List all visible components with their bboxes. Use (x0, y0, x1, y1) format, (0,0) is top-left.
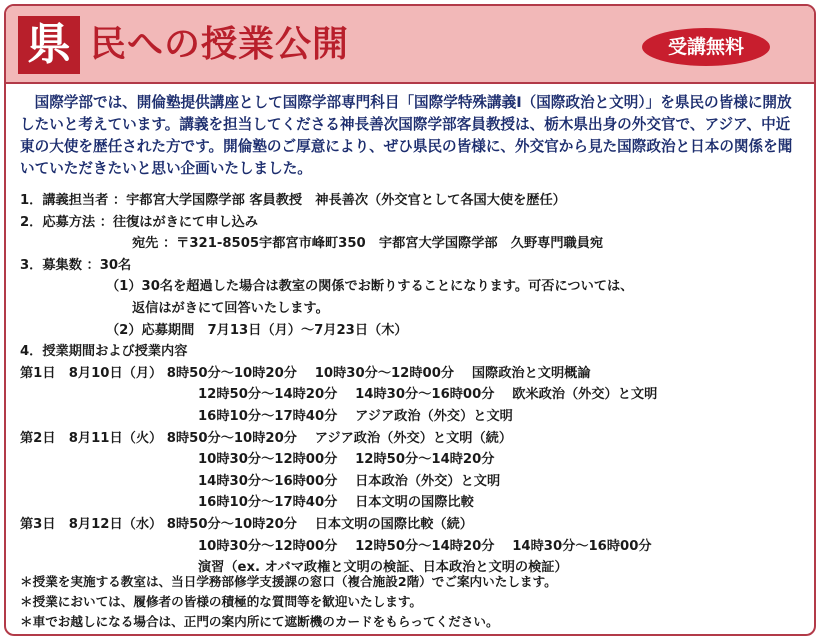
note-item: ＊車でお越しになる場合は、正門の案内所にて遮断機のカードをもらってください。 (20, 614, 499, 629)
lecturer-line: 1．講義担当者 ：宇都宮大学国際学部 客員教授 神長善次（外交官として各国大使を歴任） (20, 193, 566, 208)
capacity-line: 3．募集数 ：30名 (20, 257, 132, 273)
header-banner (6, 6, 814, 84)
schedule-day3-line1: 第3日 8月12日（水） 8時50分～10時20分 日本文明の国際比較（続） (20, 516, 473, 532)
capacity-note-2: （2）応募期間 7月13日（月）～7月23日（木） (106, 322, 408, 338)
schedule-day2-line1: 第2日 8月11日（火） 8時50分～10時20分 アジア政治（外交）と文明（続） (20, 430, 513, 446)
note-item: ＊授業においては、履修者の皆様の積極的な質問等を歓迎いたします。 (20, 594, 422, 609)
capacity-note-1: （1）30名を超過した場合は教室の関係でお断りすることになります。可否については、 (106, 279, 634, 295)
schedule-day1-line3: 16時10分～17時40分 アジア政治（外交）と文明 (198, 408, 513, 424)
details-section (20, 190, 810, 579)
page-title: 民への授業公開 (90, 24, 350, 65)
schedule-day1-line1: 第1日 8月10日（月） 8時50分～10時20分 10時30分～12時00分 国際政治と文明概論 (20, 365, 591, 381)
intro-text: 国際学部では、開倫塾提供講座として国際学部専門科目「国際学特殊講義Ⅰ（国際政治と文明）」を県民の皆様に開放したいと考えています。講義を担当してくださる神長善次国際学部客員教授は、栃木県出身の外交官で、アジア、中近東の大使を歴任された方です。開倫塾のご厚意により、ぜひ県民の皆様に、外交官から見た国際政治と日本の関係を聞いていただきたいと思い企画いたしました。 (20, 94, 793, 177)
intro-paragraph (20, 92, 804, 180)
schedule-day2-line4: 16時10分～17時40分 日本文明の国際比較 (198, 495, 474, 511)
address-line: 宛先 ：〒321-8505宇都宮市峰町350 宇都宮大学国際学部 久野専門職員宛 (132, 236, 604, 252)
schedule-day1-line2: 12時50分～14時20分 14時30分～16時00分 欧米政治（外交）と文明 (198, 387, 658, 403)
schedule-day3-line2: 10時30分～12時00分 12時50分～14時20分 14時30分～16時00分 (198, 538, 652, 554)
flyer-frame (4, 4, 816, 636)
notes-section (20, 572, 810, 632)
capacity-note-1b: 返信はがきにて回答いたします。 (132, 300, 329, 316)
schedule-day3-line3: 演習（ex. オバマ政権と文明の検証、日本政治と文明の検証） (198, 560, 568, 576)
schedule-day2-line2: 10時30分～12時00分 12時50分～14時20分 (198, 452, 495, 468)
ken-logo-box: 県 (18, 16, 80, 74)
schedule-day2-line3: 14時30分～16時00分 日本政治（外交）と文明 (198, 473, 501, 489)
apply-method-line: 2．応募方法 ：往復はがきにて申し込み (20, 214, 258, 230)
free-admission-badge: 受講無料 (642, 28, 770, 66)
note-item: ＊授業を実施する教室は、当日学務部修学支援課の窓口（複合施設2階）でご案内いたします。 (20, 574, 557, 589)
period-title: 4．授業期間および授業内容 (20, 344, 188, 360)
